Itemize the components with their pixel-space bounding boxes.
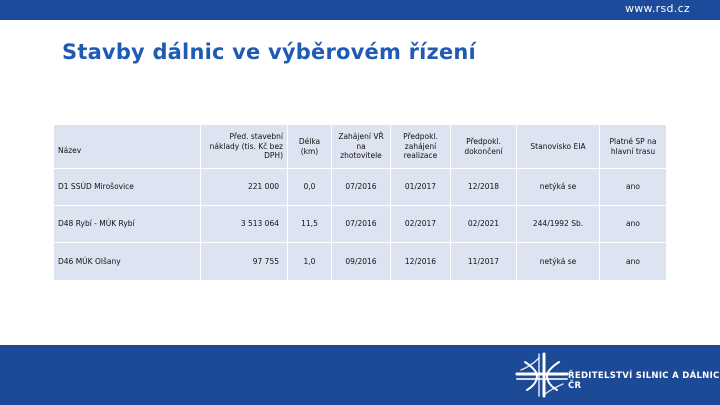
col-header-name: Název: [54, 125, 200, 168]
table-row: [54, 206, 666, 242]
table-header-row: [54, 125, 666, 168]
cell-completion: 11/2017: [451, 243, 516, 280]
cell-construction-start: 01/2017: [391, 169, 450, 205]
col-header-construction-start: Předpokl. zahájení realizace: [391, 125, 450, 168]
cell-permit: ano: [600, 206, 666, 242]
site-url[interactable]: www.rsd.cz: [624, 2, 690, 15]
col-header-length: Délka (km): [288, 125, 331, 168]
cell-cost: 221 000: [201, 169, 287, 205]
cell-completion: 02/2021: [451, 206, 516, 242]
table-row: [54, 169, 666, 205]
cell-permit: ano: [600, 243, 666, 280]
col-header-permit: Platné SP na hlavní trasu: [600, 125, 666, 168]
cell-tender-start: 07/2016: [332, 206, 390, 242]
cell-eia: netýká se: [517, 169, 599, 205]
rsd-logo-text: ŘEDITELSTVÍ SILNIC A DÁLNIC ČR: [568, 371, 720, 391]
cell-name: D1 SSÚD Mirošovice: [54, 169, 200, 205]
cell-name: D48 Rybí - MÚK Rybí: [54, 206, 200, 242]
cell-cost: 97 755: [201, 243, 287, 280]
cell-cost: 3 513 064: [201, 206, 287, 242]
top-bar: [0, 0, 720, 20]
cell-construction-start: 12/2016: [391, 243, 450, 280]
col-header-eia: Stanovisko EIA: [517, 125, 599, 168]
cell-length: 1,0: [288, 243, 331, 280]
cell-permit: ano: [600, 169, 666, 205]
cell-eia: 244/1992 Sb.: [517, 206, 599, 242]
cell-eia: netýká se: [517, 243, 599, 280]
cell-tender-start: 07/2016: [332, 169, 390, 205]
cell-completion: 12/2018: [451, 169, 516, 205]
cell-construction-start: 02/2017: [391, 206, 450, 242]
slide-title: Stavby dálnic ve výběrovém řízení: [62, 40, 476, 64]
cell-length: 11,5: [288, 206, 331, 242]
col-header-tender-start: Zahájení VŘ na zhotovitele: [332, 125, 390, 168]
cell-length: 0,0: [288, 169, 331, 205]
col-header-cost: Před. stavební náklady (tis. Kč bez DPH): [201, 125, 287, 168]
cell-tender-start: 09/2016: [332, 243, 390, 280]
table-row: [54, 243, 666, 280]
col-header-completion: Předpokl. dokončení: [451, 125, 516, 168]
cell-name: D46 MÚK Olšany: [54, 243, 200, 280]
construction-table: [53, 124, 667, 281]
